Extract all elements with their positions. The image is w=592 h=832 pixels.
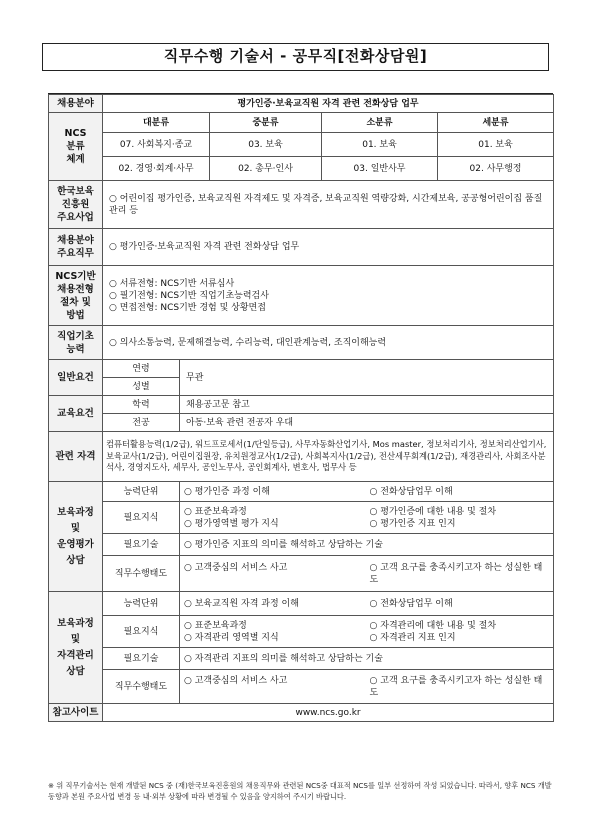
knowledge-item: ○ 자격관리 영역별 지식 <box>184 632 279 643</box>
table-row <box>49 502 554 534</box>
table-row <box>49 616 554 648</box>
ncs-header-minor: 소분류 <box>322 113 438 133</box>
knowledge-label: 필요지식 <box>103 502 180 534</box>
table-row <box>49 133 554 157</box>
degree-label: 학력 <box>103 396 180 414</box>
knowledge-value <box>180 502 554 534</box>
skill-value: ○ 자격관리 지표의 의미를 해석하고 상담하는 기술 <box>180 648 554 670</box>
table-row <box>49 95 554 113</box>
unit-label: 능력단위 <box>103 592 180 616</box>
age-label: 연령 <box>103 360 180 378</box>
knowledge-item: ○ 평가인증 지표 인지 <box>369 518 456 529</box>
unit-label: 능력단위 <box>103 482 180 502</box>
footnote: ※ 위 직무기술서는 현재 개발된 NCS 중 (재)한국보육진흥원의 채용직무와 관련된 NCS중 대표적 NCS를 일부 선정하여 작성 되었습니다. 따라서, 향후 NCS 개발동향과 본원 주요사업 변경 등 내·외부 상황에 따라 변경될 수 있음을 양지하여 주시기 바랍니다. <box>48 781 552 801</box>
table-row <box>49 414 554 432</box>
attitude-item: ○ 고객 요구를 충족시키고자 하는 성실한 태도 <box>369 675 543 698</box>
degree-value: 채용공고문 참고 <box>180 396 554 414</box>
attitude-item: ○ 고객중심의 서비스 사고 <box>184 675 288 686</box>
page-title: 직무수행 기술서 - 공무직[전화상담원] <box>42 43 549 71</box>
table-row <box>49 181 554 229</box>
edu-label: 교육요건 <box>49 396 103 432</box>
ncs-cell: 01. 보육 <box>322 133 438 157</box>
table-row <box>49 482 554 502</box>
attitude-value <box>180 556 554 592</box>
ncs-cell: 03. 보육 <box>210 133 322 157</box>
table-row <box>49 592 554 616</box>
gender-label: 성별 <box>103 378 180 396</box>
table-row <box>49 266 554 326</box>
ref-label: 참고사이트 <box>49 704 103 722</box>
list-item: ○ 면접전형: NCS기반 경험 및 상황면접 <box>109 302 266 313</box>
ncs-label: NCS 분류 체계 <box>49 113 103 181</box>
general-value: 무관 <box>180 360 554 396</box>
knowledge-label: 필요지식 <box>103 616 180 648</box>
ncs-header-middle: 중분류 <box>210 113 322 133</box>
table-row <box>49 648 554 670</box>
unit-item: ○ 평가인증 과정 이해 <box>184 486 270 497</box>
sec2-label: 보육과정 및 자격관리 상담 <box>49 592 103 704</box>
major-value: 아동·보육 관련 전공자 우대 <box>180 414 554 432</box>
ncs-cell: 02. 사무행정 <box>438 157 554 181</box>
knowledge-item: ○ 자격관리 지표 인지 <box>369 632 456 643</box>
table-row <box>49 670 554 704</box>
ref-link[interactable]: www.ncs.go.kr <box>103 704 554 722</box>
attitude-label: 직무수행태도 <box>103 670 180 704</box>
table-row <box>49 396 554 414</box>
list-item: ○ 필기전형: NCS기반 직업기초능력검사 <box>109 290 269 301</box>
process-list <box>103 266 554 326</box>
cert-label: 관련 자격 <box>49 432 103 482</box>
ncs-header-detail: 세분류 <box>438 113 554 133</box>
table-row <box>49 326 554 360</box>
table-row <box>49 556 554 592</box>
skill-label: 필요기술 <box>103 534 180 556</box>
table-row <box>49 229 554 266</box>
attitude-item: ○ 고객중심의 서비스 사고 <box>184 562 288 573</box>
table-row <box>49 360 554 378</box>
table-row <box>49 157 554 181</box>
duty-label: 채용분야 주요직무 <box>49 229 103 266</box>
ncs-cell: 02. 총무·인사 <box>210 157 322 181</box>
knowledge-item: ○ 평가인증에 대한 내용 및 절차 <box>369 506 497 517</box>
attitude-label: 직무수행태도 <box>103 556 180 592</box>
cert-value: 컴퓨터활용능력(1/2급), 워드프로세서(1/단일등급), 사무자동화산업기사, Mos master, 정보처리기사, 정보처리산업기사, 보육교사(1/2급), 어린이집원장, 유치원정교사(1/2급), 사회복지사(1/2급), 전산세무회계(1/2급), 재경관리사, 사회조사분석사, 경영지도사, 세무사, 공인노무사, 공인회계사, 변호사, 법무사 등 <box>103 432 554 482</box>
attitude-value <box>180 670 554 704</box>
ncs-cell: 07. 사회복지·종교 <box>103 133 210 157</box>
unit-value <box>180 482 554 502</box>
unit-value <box>180 592 554 616</box>
process-label: NCS기반 채용전형 절차 및 방법 <box>49 266 103 326</box>
unit-item: ○ 전화상담업무 이해 <box>369 486 453 497</box>
unit-item: ○ 보육교직원 자격 과정 이해 <box>184 598 299 609</box>
knowledge-item: ○ 표준보육과정 <box>184 620 247 631</box>
org-label: 한국보육 진흥원 주요사업 <box>49 181 103 229</box>
field-value: 평가인증·보육교직원 자격 관련 전화상담 업무 <box>103 95 554 113</box>
field-label: 채용분야 <box>49 95 103 113</box>
ncs-header-major: 대분류 <box>103 113 210 133</box>
knowledge-item: ○ 자격관리에 대한 내용 및 절차 <box>369 620 497 631</box>
knowledge-value <box>180 616 554 648</box>
ncs-cell: 02. 경영·회계·사무 <box>103 157 210 181</box>
general-label: 일반요건 <box>49 360 103 396</box>
unit-item: ○ 전화상담업무 이해 <box>369 598 453 609</box>
skill-value: ○ 평가인증 지표의 의미를 해석하고 상담하는 기술 <box>180 534 554 556</box>
table-row <box>49 534 554 556</box>
basic-label: 직업기초 능력 <box>49 326 103 360</box>
list-item: ○ 서류전형: NCS기반 서류심사 <box>109 278 235 289</box>
major-label: 전공 <box>103 414 180 432</box>
attitude-item: ○ 고객 요구를 충족시키고자 하는 성실한 태도 <box>369 562 543 585</box>
sec1-label: 보육과정 및 운영평가 상담 <box>49 482 103 592</box>
ncs-cell: 01. 보육 <box>438 133 554 157</box>
table-row <box>49 704 554 722</box>
duty-value: ○ 평가인증·보육교직원 자격 관련 전화상담 업무 <box>103 229 554 266</box>
knowledge-item: ○ 평가영역별 평가 지식 <box>184 518 279 529</box>
ncs-cell: 03. 일반사무 <box>322 157 438 181</box>
basic-value: ○ 의사소통능력, 문제해결능력, 수리능력, 대인관계능력, 조직이해능력 <box>103 326 554 360</box>
skill-label: 필요기술 <box>103 648 180 670</box>
knowledge-item: ○ 표준보육과정 <box>184 506 247 517</box>
job-description-table <box>48 94 554 722</box>
table-row <box>49 432 554 482</box>
org-value: ○ 어린이집 평가인증, 보육교직원 자격제도 및 자격증, 보육교직원 역량강화, 시간제보육, 공공형어린이집 품질관리 등 <box>103 181 554 229</box>
table-row <box>49 113 554 133</box>
